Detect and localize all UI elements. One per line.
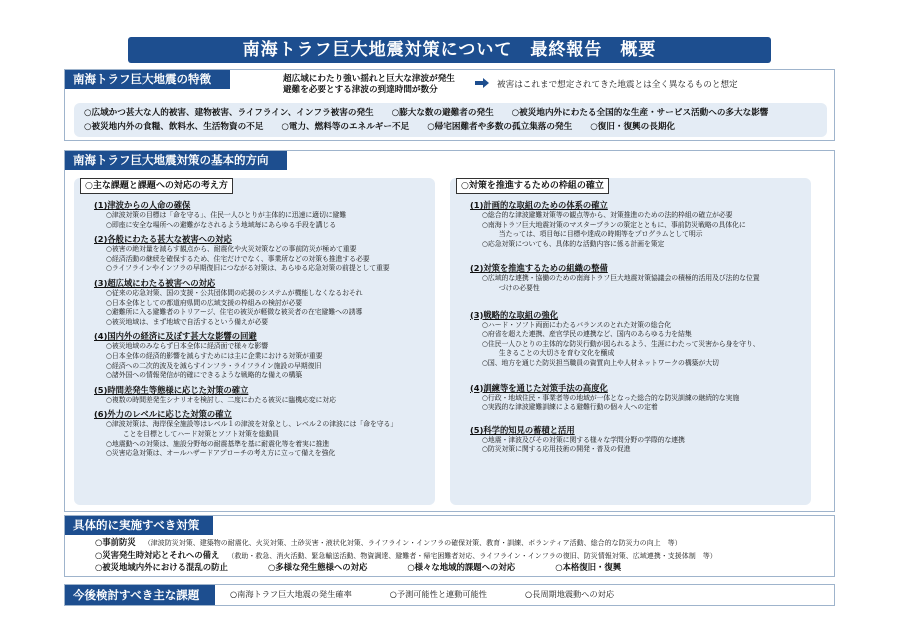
direction-item-line: ○日本全体の経済的影響を減らすためには主に企業における対策が重要 [106, 351, 323, 360]
direction-item [470, 425, 807, 455]
features-conclusion: 被害はこれまで想定されてきた地震とは全く異なるものと想定 [497, 80, 738, 90]
features-section [64, 69, 835, 141]
features-row-1 [84, 106, 817, 120]
direction-item-line: ○従来の応急対策、国の支援・公共団体間の応援のシステムが機能しなくなるおそれ [106, 288, 363, 297]
direction-item-title: (3)戦略的な取組の強化 [470, 309, 559, 320]
direction-item-line: ○被害の絶対量を減らす観点から、耐震化や火災対策などの事前防災が極めて重要 [106, 245, 357, 254]
future-item: ○予測可能性と連動可能性 [389, 589, 487, 599]
feature-item: ○帰宅困難者や多数の孤立集落の発生 [427, 122, 573, 132]
feature-item: ○被災地内外の食糧、飲料水、生活物資の不足 [84, 122, 264, 132]
measure-label: ○事前防災 [95, 537, 136, 547]
direction-item-line: ○災害応急対策は、オールハザードアプローチの考え方に立って備えを強化 [106, 449, 336, 458]
direction-item-line: ○実践的な津波避難訓練による避難行動の個々人への定着 [482, 403, 658, 412]
measures-body [95, 537, 828, 574]
direction-item-line: ○ハード・ソフト両面にわたるバランスのとれた対策の総合化 [482, 320, 672, 329]
future-heading: 今後検討すべき主な課題 [65, 585, 215, 605]
direction-item-title: (4)国内外の経済に及ぼす甚大な影響の回避 [94, 331, 257, 342]
direction-item [94, 331, 431, 380]
direction-item-title: (3)超広域にわたる被害への対応 [94, 277, 216, 288]
direction-item [470, 383, 807, 413]
measure-item: ○様々な地域的課題への対応 [407, 562, 516, 572]
direction-item-line: ○経済への二次的波及を減らすインフラ・ライフライン施設の早期復旧 [106, 361, 322, 370]
measure-item: ○多様な発生態様への対応 [267, 562, 368, 572]
direction-item-line: ○地震・津波及びその対策に関する様々な学問分野の学際的な連携 [482, 435, 685, 444]
direction-item-title: (4)訓練等を通じた対策手法の高度化 [470, 382, 608, 393]
direction-item-line: づけの必要性 [492, 283, 540, 292]
future-item: ○南海トラフ巨大地震の発生確率 [230, 589, 352, 599]
direction-item-line: ○日本全体としての都道府県間の広域支援の枠組みの検討が必要 [106, 298, 303, 307]
direction-item-line: ○即座に安全な場所への避難がなされるよう地域毎にあらゆる手段を講じる [106, 220, 337, 229]
direction-item-line: ○行政・地域住民・事業者等の地域が一体となった総合的な防災訓練の継続的な実施 [482, 393, 740, 402]
framework-panel [450, 178, 811, 505]
features-row-2 [84, 120, 817, 134]
direction-item-line: ○住民一人ひとりの主体的な防災行動が図られるよう、生涯にわたって災害から身を守り、 [482, 339, 760, 348]
direction-item-line: ○広域的な連携・協働のための南海トラフ巨大地震対策協議会の積極的活用及び法的な位置 [482, 274, 760, 283]
direction-item-title: (6)外力のレベルに応じた対策の確立 [94, 409, 232, 420]
arrow-right-icon [475, 78, 489, 88]
direction-item-line: ○総合的な津波避難対策等の観点等から、対策推進のための法的枠組の確立が必要 [482, 211, 733, 219]
measures-section [64, 515, 835, 577]
feature-item: ○復旧・復興の長期化 [590, 122, 676, 132]
direction-item-line: ○南海トラフ巨大地震対策のマスタープランの策定とともに、事前防災戦略の具体化に [482, 220, 746, 229]
direction-item-title: (5)時間差発生等態様に応じた対策の確立 [94, 384, 249, 395]
feature-item: ○被災地内外にわたる全国的な生産・サービス活動への多大な影響 [511, 108, 769, 118]
direction-item-title: (2)各般にわたる甚大な被害への対応 [94, 234, 232, 245]
direction-item [94, 385, 431, 406]
framework-panel-tag: ○対策を推進するための枠組の確立 [456, 178, 609, 194]
direction-item [470, 310, 807, 369]
feature-item: ○膨大な数の避難者の発生 [391, 108, 494, 118]
direction-item-line: ○複数の時間差発生シナリオを検討し、二度にわたる被災に臨機応変に対応 [106, 395, 336, 404]
feature-item: ○広域かつ甚大な人的被害、建物被害、ライフライン、インフラ被害の発生 [84, 108, 374, 118]
measure-item: ○本格復旧・復興 [555, 562, 622, 572]
direction-section [64, 150, 835, 512]
direction-item-line: ○ライフラインやインフラの早期復旧につながる対策は、あらゆる応急対策の前提として重要 [106, 264, 390, 273]
direction-item [470, 263, 807, 293]
direction-item [94, 234, 431, 274]
direction-item [470, 200, 807, 249]
direction-item-line: ○被災地域のみならず日本全体に経済面で様々な影響 [106, 342, 269, 351]
direction-item [94, 278, 431, 327]
feature-item: ○電力、燃料等のエネルギー不足 [281, 122, 410, 132]
direction-item [94, 200, 431, 230]
framework-list [470, 200, 807, 459]
measures-heading: 具体的に実施すべき対策 [65, 516, 213, 535]
direction-item-line: ○国、地方を通じた防災担当職員の資質向上や人材ネットワークの構築が大切 [482, 358, 719, 367]
features-heading: 南海トラフ巨大地震の特徴 [65, 70, 230, 89]
measure-label: ○災害発生時対応とそれへの備え [95, 549, 220, 560]
measure-item: ○被災地域内外における混乱の防止 [95, 562, 228, 572]
issues-list [94, 200, 431, 463]
future-item: ○長周期地震動への対応 [525, 589, 615, 599]
direction-item-title: (1)計画的な取組のための体系の確立 [470, 200, 608, 210]
direction-item-line: 生きることの大切さを育む文化を醸成 [492, 349, 615, 358]
measure-desc: （救助・救急、消火活動、緊急輸送活動、物資調達、避難者・帰宅困難者対応、ライフライン・インフラの復旧、防災情報対策、広域連携・支援体制 等） [227, 551, 717, 560]
direction-item-line: ことを目標としてハード対策とソフト対策を総動員 [116, 429, 279, 438]
direction-item-line: ○避難所に入る避難者のトリアージ、住宅の被災が軽微な被災者の在宅避難への誘導 [106, 308, 363, 317]
direction-item-line: ○地震動への対策は、施設分野毎の耐震基準を基に耐震化等を着実に推進 [106, 439, 330, 448]
direction-item [94, 409, 431, 458]
features-box [74, 103, 827, 137]
direction-item-title: (5)科学的知見の蓄積と活用 [470, 424, 575, 435]
measure-row-3 [95, 562, 828, 574]
direction-item-line: ○被災地域は、まず地域で自活するという備えが必要 [106, 317, 269, 326]
direction-item-line: ○津波対策は、海岸保全施設等はレベル１の津波を対象とし、レベル２の津波には「命を守る」 [106, 420, 398, 429]
direction-heading: 南海トラフ巨大地震対策の基本的方向 [65, 151, 287, 170]
issues-panel [74, 178, 435, 505]
direction-item-line: ○津波対策の目標は「命を守る」、住民一人ひとりが主体的に迅速に適切に避難 [106, 211, 347, 219]
measure-desc: （津波防災対策、建築物の耐震化、火災対策、土砂災害・液状化対策、ライフライン・インフラの確保対策、教育・訓練、ボランティア活動、総合的な防災力の向上 等） [143, 539, 682, 547]
direction-item-title: (1)津波からの人命の確保 [94, 200, 191, 210]
direction-item-line: ○経済活動の継続を確保するため、住宅だけでなく、事業所などの対策も推進する必要 [106, 254, 370, 263]
direction-item-line: ○府省を超えた連携、産官学民の連携など、国内のあらゆる力を結集 [482, 330, 692, 339]
direction-item-line: 当たっては、項目毎に目標や達成の時期等をプログラムとして明示 [492, 230, 703, 239]
features-summary [283, 74, 455, 96]
page-title: 南海トラフ巨大地震対策について 最終報告 概要 [128, 37, 771, 63]
measure-row [95, 550, 828, 563]
direction-item-line: ○応急対策についても、具体的な活動内容に係る計画を策定 [482, 239, 665, 248]
features-summary-line: 超広域にわたり強い揺れと巨大な津波が発生 [283, 74, 455, 84]
direction-item-title: (2)対策を推進するための組織の整備 [470, 263, 608, 274]
measure-row [95, 537, 828, 550]
future-section [64, 584, 835, 606]
direction-item-line: ○諸外国への情報発信が的確にできるような戦略的な備えの構築 [106, 371, 303, 380]
features-summary-line: 避難を必要とする津波の到達時間が数分 [283, 85, 438, 95]
issues-panel-tag: ○主な課題と課題への対応の考え方 [80, 178, 233, 194]
future-items [230, 589, 652, 600]
direction-item-line: ○防災対策に関する応用技術の開発・普及の促進 [482, 445, 631, 454]
